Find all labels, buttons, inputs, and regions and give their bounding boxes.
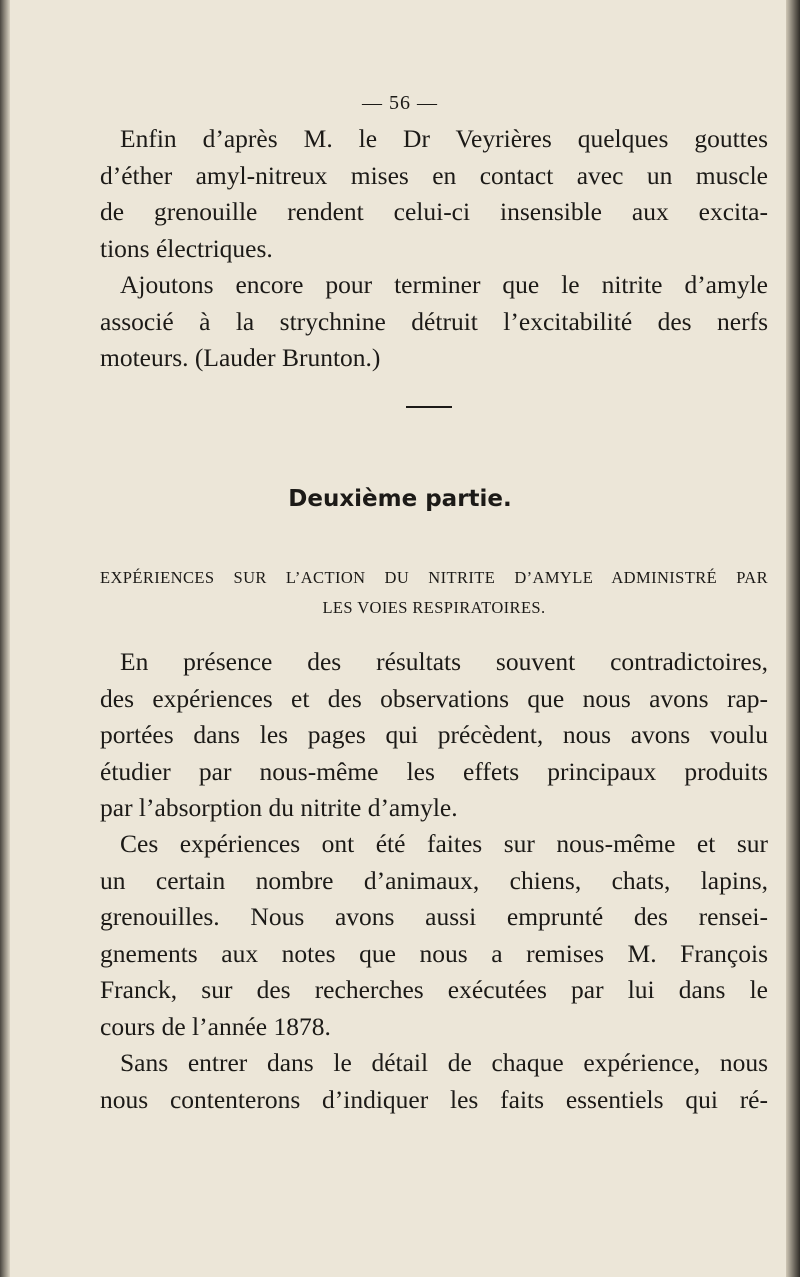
text-line: grenouilles. Nous avons aussi emprunté des rensei- <box>100 902 768 931</box>
paragraph-3 <box>100 644 768 827</box>
text-line: moteurs. (Lauder Brunton.) <box>100 343 381 372</box>
paragraph-2 <box>100 267 768 377</box>
text-line: par l’absorption du nitrite d’amyle. <box>100 793 458 822</box>
text-line: des expériences et des observations que nous avons rap- <box>100 683 768 713</box>
paragraph-1 <box>100 121 768 267</box>
text-line: portées dans les pages qui précèdent, nous avons voulu <box>100 720 768 749</box>
page-number: — 56 — <box>362 92 438 114</box>
section-divider <box>406 406 452 408</box>
text-line: En présence des résultats souvent contradictoires, <box>120 647 768 676</box>
text-line: étudier par nous-même les effets principaux produits <box>100 756 768 786</box>
text-line: Franck, sur des recherches exécutées par lui dans le <box>100 975 768 1004</box>
page-left-edge <box>0 0 10 1277</box>
subtitle-line: LES VOIES RESPIRATOIRES. <box>322 598 546 617</box>
page-right-edge <box>786 0 800 1277</box>
text-line: cours de l’année 1878. <box>100 1011 331 1041</box>
subtitle-line: EXPÉRIENCES SUR L’ACTION DU NITRITE D’AMYLE ADMINISTRÉ PAR <box>100 568 768 587</box>
paragraph-5 <box>100 1045 768 1118</box>
text-line: tions électriques. <box>100 233 273 263</box>
text-line: nous contenterons d’indiquer les faits essentiels qui ré- <box>100 1084 768 1114</box>
section-subtitle <box>100 563 768 623</box>
section-title: Deuxième partie. <box>288 486 512 512</box>
paragraph-4 <box>100 826 768 1045</box>
text-line: d’éther amyl-nitreux mises en contact avec un muscle <box>100 160 768 190</box>
text-line: gnements aux notes que nous a remises M. François <box>100 938 768 968</box>
text-line: de grenouille rendent celui-ci insensible aux excita- <box>100 197 768 226</box>
text-line: Ces expériences ont été faites sur nous-même et sur <box>120 829 768 858</box>
text-line: Enfin d’après M. le Dr Veyrières quelques gouttes <box>120 124 768 153</box>
text-line: Sans entrer dans le détail de chaque expérience, nous <box>120 1048 768 1077</box>
text-line: associé à la strychnine détruit l’excitabilité des nerfs <box>100 306 768 336</box>
text-line: Ajoutons encore pour terminer que le nitrite d’amyle <box>120 270 768 299</box>
text-line: un certain nombre d’animaux, chiens, chats, lapins, <box>100 865 768 895</box>
